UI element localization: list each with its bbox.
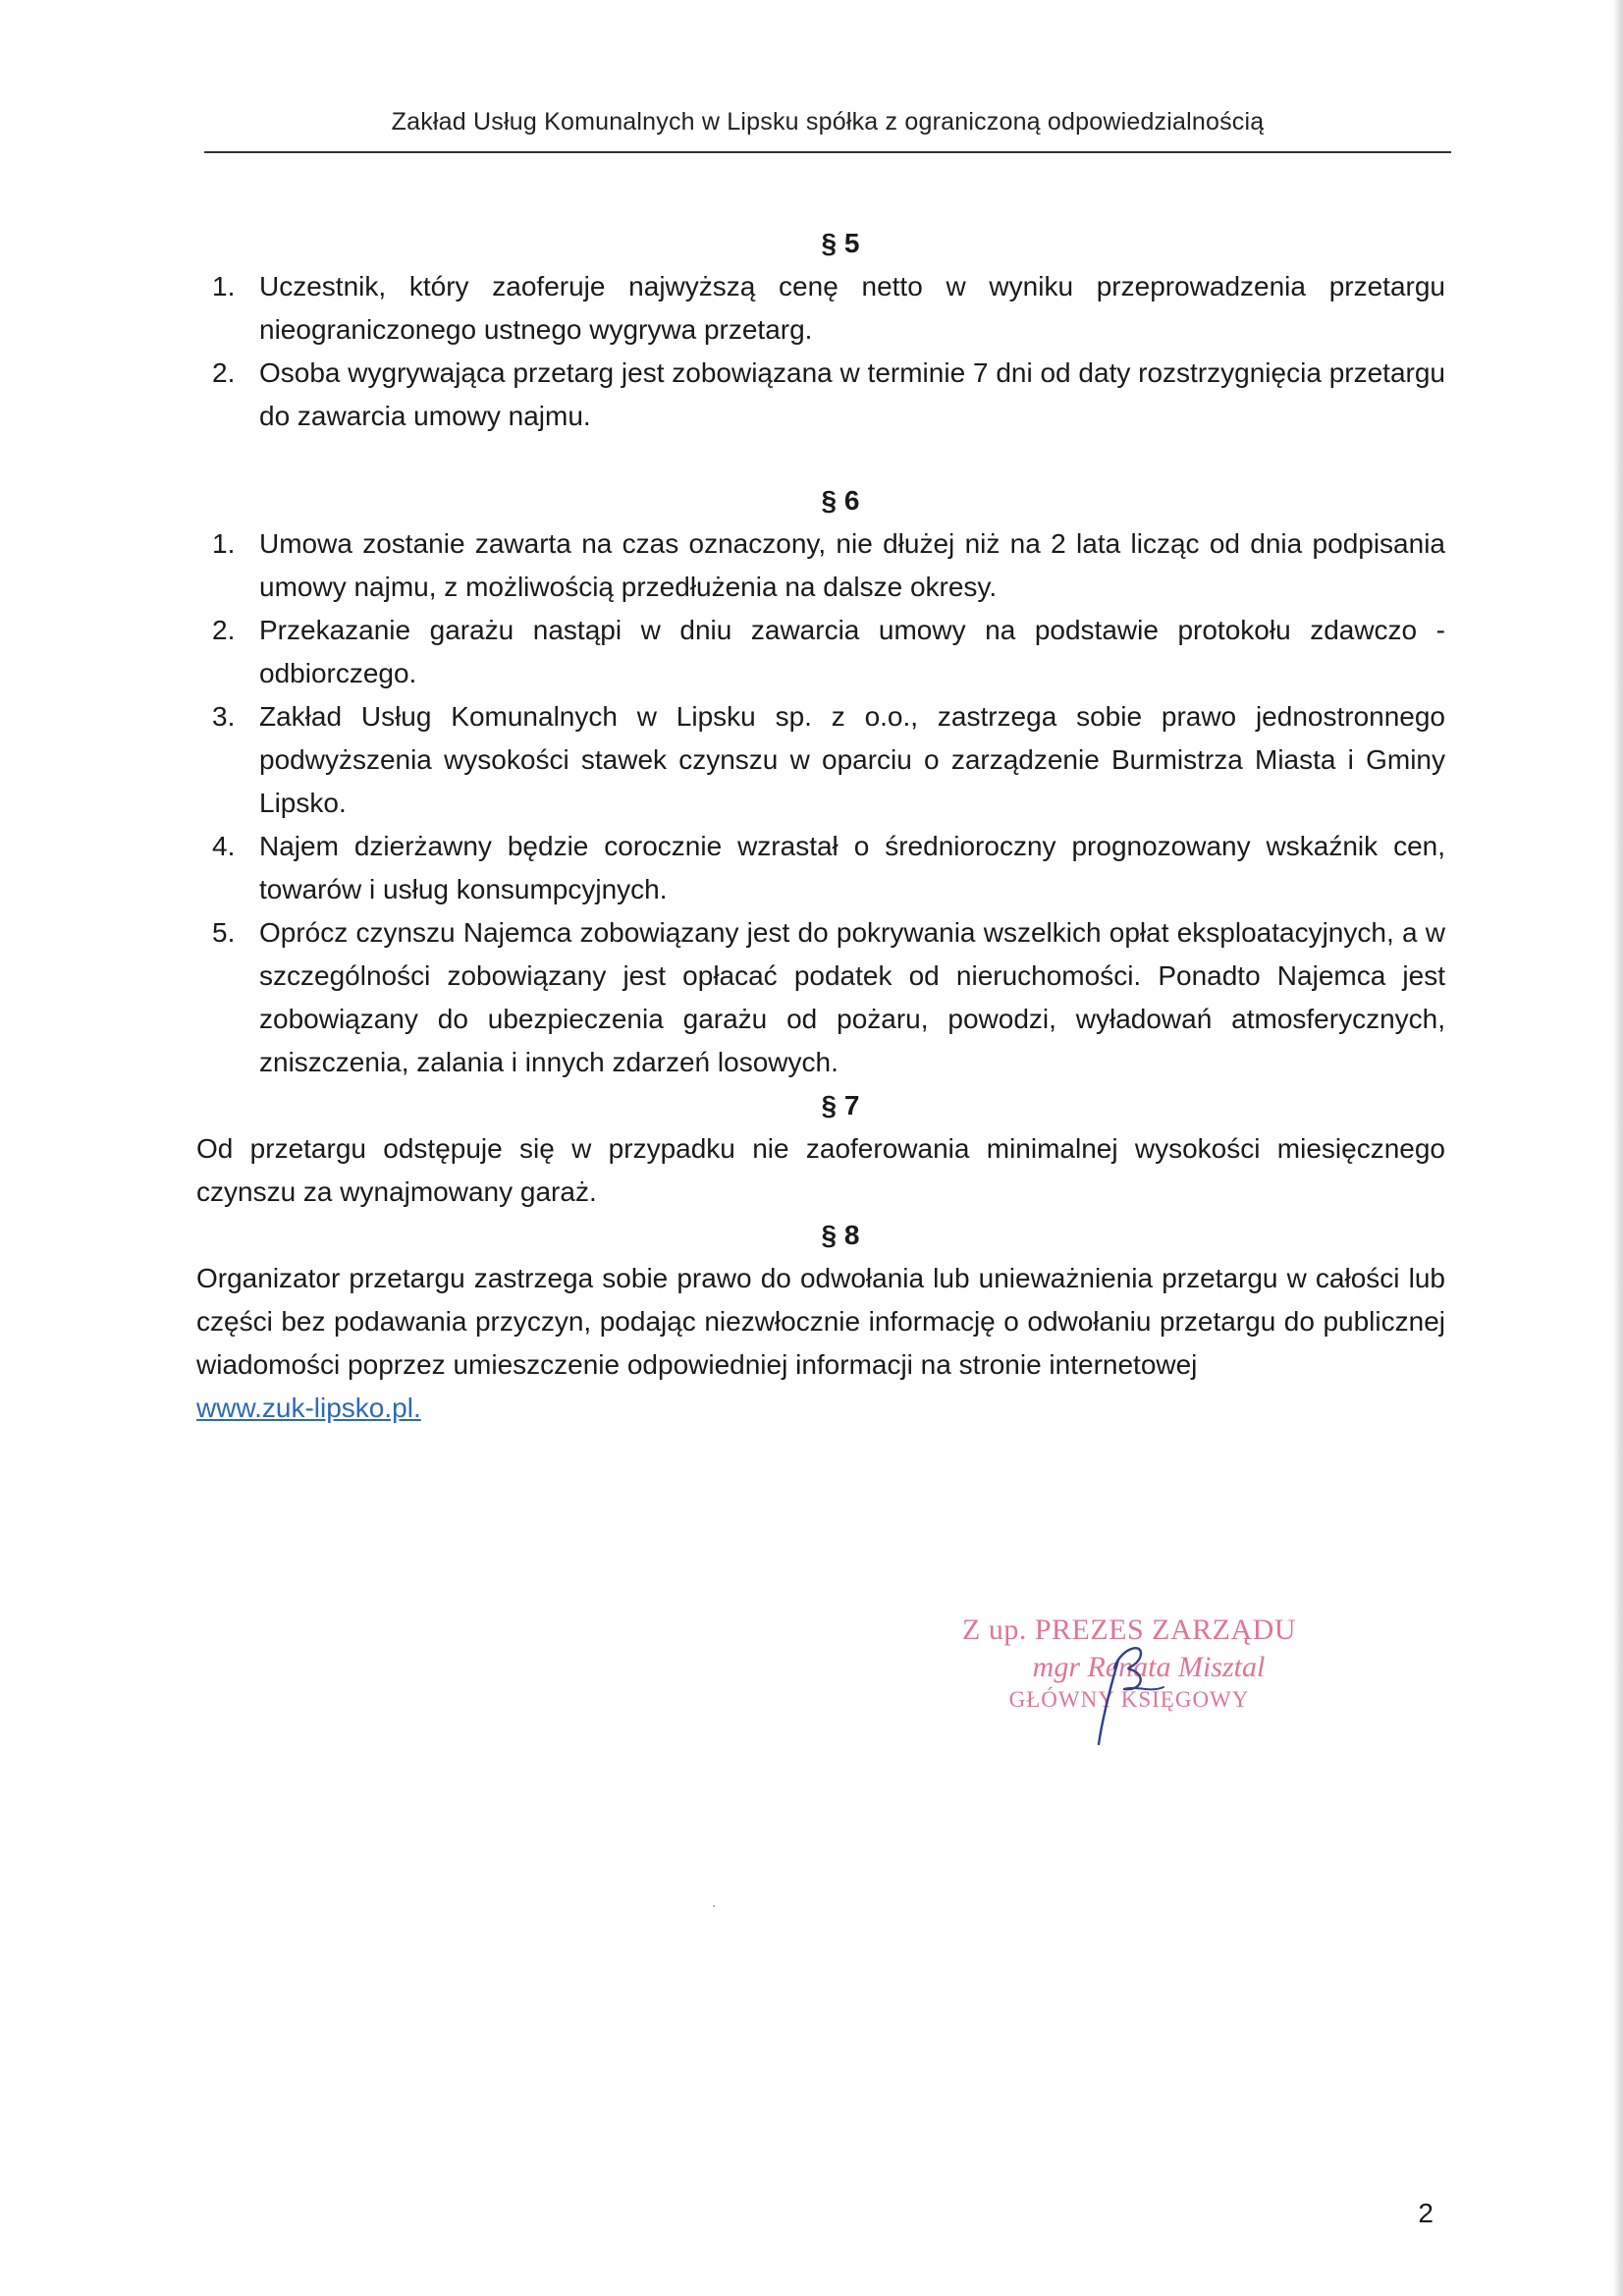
stamp-name: mgr Renata Misztal xyxy=(1032,1651,1266,1683)
section-8-paragraph xyxy=(196,1257,1445,1430)
list-item-number: 2. xyxy=(212,357,236,388)
list-item-number: 1. xyxy=(212,271,236,301)
page-number: 2 xyxy=(1418,2198,1434,2228)
header-rule xyxy=(204,151,1451,153)
list-item-number: 1. xyxy=(212,528,236,559)
list-item-number: 2. xyxy=(212,615,236,645)
list-item xyxy=(196,911,1445,1084)
list-item xyxy=(196,522,1445,609)
list-item-number: 5. xyxy=(212,917,236,948)
list-item-text: Przekazanie garażu nastąpi w dniu zawarcia umowy na podstawie protokołu zdawczo - odbiorczego. xyxy=(259,615,1445,688)
list-item-number: 4. xyxy=(212,831,236,861)
list-item-text: Najem dzierżawny będzie corocznie wzrastał o średnioroczny prognozowany wskaźnik cen, towarów i usług konsumpcyjnych. xyxy=(259,831,1445,904)
section-7-title: § 7 xyxy=(821,1090,860,1121)
signature-stroke xyxy=(1114,1648,1141,1689)
signature-stroke xyxy=(1124,1687,1163,1689)
section-8-text: Organizator przetargu zastrzega sobie prawo do odwołania lub unieważnienia przetargu w całości lub części bez podawania przyczyn, podając niezwłocznie informację o odwołaniu przetargu do publicznej wiadomości poprzez umieszczenie odpowiedniej informacji na stronie internetowej xyxy=(196,1263,1445,1380)
signature-stroke xyxy=(1099,1660,1118,1744)
section-gap xyxy=(196,438,1445,479)
list-item-text: Uczestnik, który zaoferuje najwyższą cenę netto w wyniku przeprowadzenia przetargu nieograniczonego ustnego wygrywa przetarg. xyxy=(259,271,1445,345)
stamp-role: GŁÓWNY KSIĘGOWY xyxy=(1008,1687,1250,1712)
page-header: Zakład Usług Komunalnych w Lipsku spółka z ograniczoną odpowiedzialnością xyxy=(391,108,1265,136)
list-item xyxy=(196,352,1445,438)
section-5-list xyxy=(196,265,1445,438)
scan-edge xyxy=(1613,0,1623,2296)
document-body xyxy=(196,222,1445,1430)
list-item xyxy=(196,265,1445,352)
list-item-text: Osoba wygrywająca przetarg jest zobowiązana w terminie 7 dni od daty rozstrzygnięcia przetargu do zawarcia umowy najmu. xyxy=(259,357,1445,431)
website-link[interactable]: www.zuk-lipsko.pl. xyxy=(196,1393,421,1423)
list-item xyxy=(196,609,1445,695)
section-8-title: § 8 xyxy=(821,1220,860,1250)
list-item xyxy=(196,825,1445,911)
list-item-number: 3. xyxy=(212,701,236,732)
handwritten-signature xyxy=(1085,1638,1173,1746)
scan-speck xyxy=(713,1905,715,1907)
list-item xyxy=(196,695,1445,825)
list-item-text: Umowa zostanie zawarta na czas oznaczony, nie dłużej niż na 2 lata licząc od dnia podpisania umowy najmu, z możliwością przedłużenia na dalsze okresy. xyxy=(259,528,1445,602)
section-5-title: § 5 xyxy=(821,228,860,258)
section-6-list xyxy=(196,522,1445,1084)
section-7-text: Od przetargu odstępuje się w przypadku nie zaoferowania minimalnej wysokości miesięcznego czynszu za wynajmowany garaż. xyxy=(196,1133,1445,1207)
list-item-text: Zakład Usług Komunalnych w Lipsku sp. z o.o., zastrzega sobie prawo jednostronnego podwyższenia wysokości stawek czynszu w oparciu o zarządzenie Burmistrza Miasta i Gminy Lipsko. xyxy=(259,701,1445,818)
section-6-title: § 6 xyxy=(821,485,860,516)
stamp-title: Z up. PREZES ZARZĄDU xyxy=(962,1613,1296,1646)
list-item-text: Oprócz czynszu Najemca zobowiązany jest do pokrywania wszelkich opłat eksploatacyjnych, a w szczególności zobowiązany jest opłacać podatek od nieruchomości. Ponadto Najemca jest zobowiązany do ubezpieczenia garażu od pożaru, powodzi, wyładowań atmosferycznych, zniszczenia, zalania i innych zdarzeń losowych. xyxy=(259,917,1445,1077)
